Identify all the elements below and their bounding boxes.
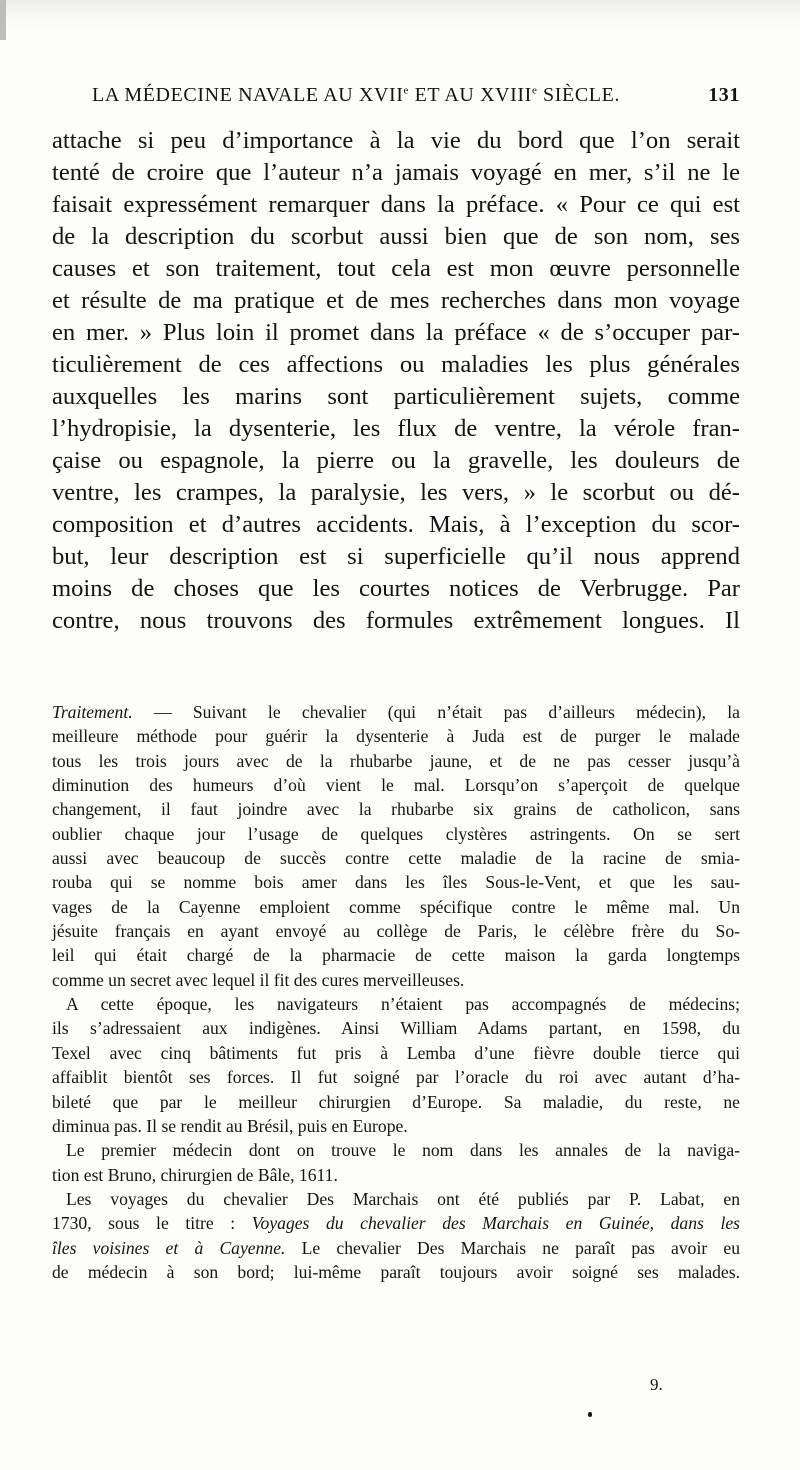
- main-line: tenté de croire que l’auteur n’a jamais voyagé en mer, s’il ne le: [52, 159, 740, 186]
- main-line: et résulte de ma pratique et de mes recherches dans mon voyage: [52, 287, 740, 314]
- main-line: en mer. » Plus loin il promet dans la préface « de s’occuper par-: [52, 319, 740, 346]
- main-line: contre, nous trouvons des formules extrêmement longues. Il: [52, 607, 740, 634]
- note-line: changement, il faut joindre avec la rhubarbe six grains de catholicon, sans: [52, 799, 740, 820]
- note-line: de médecin à son bord; lui-même paraît toujours avoir soigné ses malades.: [52, 1261, 740, 1282]
- note-line: jésuite français en ayant envoyé au collège de Paris, le célèbre frère du So-: [52, 921, 740, 942]
- note-line: rouba qui se nomme bois amer dans les îles Sous-le-Vent, et que les sau-: [52, 872, 740, 893]
- main-line: faisait expressément remarquer dans la préface. « Pour ce qui est: [52, 191, 740, 218]
- main-line: l’hydropisie, la dysenterie, les flux de ventre, la vérole fran-: [52, 415, 740, 442]
- note-line: Les voyages du chevalier Des Marchais ont été publiés par P. Labat, en: [66, 1188, 740, 1209]
- note-line: tous les trois jours avec de la rhubarbe jaune, et de ne pas cesser jusqu’à: [52, 750, 740, 771]
- main-paragraph: [52, 125, 740, 637]
- book-title: Voyages du chevalier des Marchais en Guinée, dans les: [251, 1213, 740, 1234]
- main-line: de la description du scorbut aussi bien que de son nom, ses: [52, 223, 740, 250]
- note-line: leil qui était chargé de la pharmacie de cette maison la garda longtemps: [52, 945, 740, 966]
- note-line: aussi avec beaucoup de succès contre cette maladie de la racine de smia-: [52, 848, 740, 869]
- note-line: 1730, sous le titre : Voyages du chevalier des Marchais en Guinée, dans les: [52, 1213, 740, 1234]
- main-line: ventre, les crampes, la paralysie, les vers, » le scorbut ou dé-: [52, 479, 740, 506]
- note-line: Texel avec cinq bâtiments fut pris à Lemba d’une fièvre double tierce qui: [52, 1042, 740, 1063]
- main-line: causes et son traitement, tout cela est mon œuvre personnelle: [52, 255, 740, 282]
- note-line: vages de la Cayenne emploient comme spécifique contre le même mal. Un: [52, 896, 740, 917]
- page-number: 131: [708, 84, 740, 106]
- main-line: moins de choses que les courtes notices de Verbrugge. Par: [52, 575, 740, 602]
- scan-top-edge: [0, 0, 800, 30]
- main-line: çaise ou espagnole, la pierre ou la gravelle, les douleurs de: [52, 447, 740, 474]
- note-line: meilleure méthode pour guérir la dysenterie à Juda est de purger le malade: [52, 726, 740, 747]
- notes-block: [52, 700, 740, 1284]
- traitement-label: Traitement.: [52, 702, 133, 722]
- running-title: LA MÉDECINE NAVALE AU XVIIe ET AU XVIIIe SIÈCLE.: [92, 84, 621, 106]
- note-line: îles voisines et à Cayenne. Le chevalier Des Marchais ne paraît pas avoir eu: [52, 1237, 741, 1258]
- note-line: ils s’adressaient aux indigènes. Ainsi William Adams partant, en 1598, du: [52, 1018, 740, 1039]
- main-line: auxquelles les marins sont particulièrement sujets, comme: [52, 383, 740, 410]
- note-line: Traitement. — Suivant le chevalier (qui n’était pas d’ailleurs médecin), la: [52, 702, 740, 722]
- signature-mark: 9.: [650, 1375, 663, 1394]
- note-line: oublier chaque jour l’usage de quelques clystères astringents. On se sert: [52, 823, 740, 844]
- note-line: bileté que par le meilleur chirurgien d’Europe. Sa maladie, du reste, ne: [52, 1091, 740, 1112]
- note-line: A cette époque, les navigateurs n’étaient pas accompagnés de médecins;: [66, 994, 740, 1015]
- main-line: attache si peu d’importance à la vie du bord que l’on serait: [52, 127, 740, 154]
- main-line: ticulièrement de ces affections ou maladies les plus générales: [52, 351, 740, 378]
- note-line: diminua pas. Il se rendit au Brésil, puis en Europe.: [52, 1115, 408, 1136]
- note-line: Le premier médecin dont on trouve le nom dans les annales de la naviga-: [66, 1140, 740, 1161]
- book-title-cont: îles voisines et à Cayenne.: [52, 1237, 286, 1258]
- note-line: comme un secret avec lequel il fit des cures merveilleuses.: [52, 969, 465, 990]
- ink-speck: [588, 1412, 592, 1417]
- note-line: tion est Bruno, chirurgien de Bâle, 1611.: [52, 1164, 338, 1185]
- main-line: but, leur description est si superficielle qu’il nous apprend: [52, 543, 740, 570]
- main-line: composition et d’autres accidents. Mais, à l’exception du scor-: [52, 511, 740, 538]
- note-line: diminution des humeurs d’où vient le mal. Lorsqu’on s’aperçoit de quelque: [52, 775, 740, 796]
- running-head: [92, 84, 740, 114]
- scan-left-mark: [0, 0, 6, 40]
- note-line: affaiblit bientôt ses forces. Il fut soigné par l’oracle du roi avec autant d’ha-: [52, 1067, 740, 1088]
